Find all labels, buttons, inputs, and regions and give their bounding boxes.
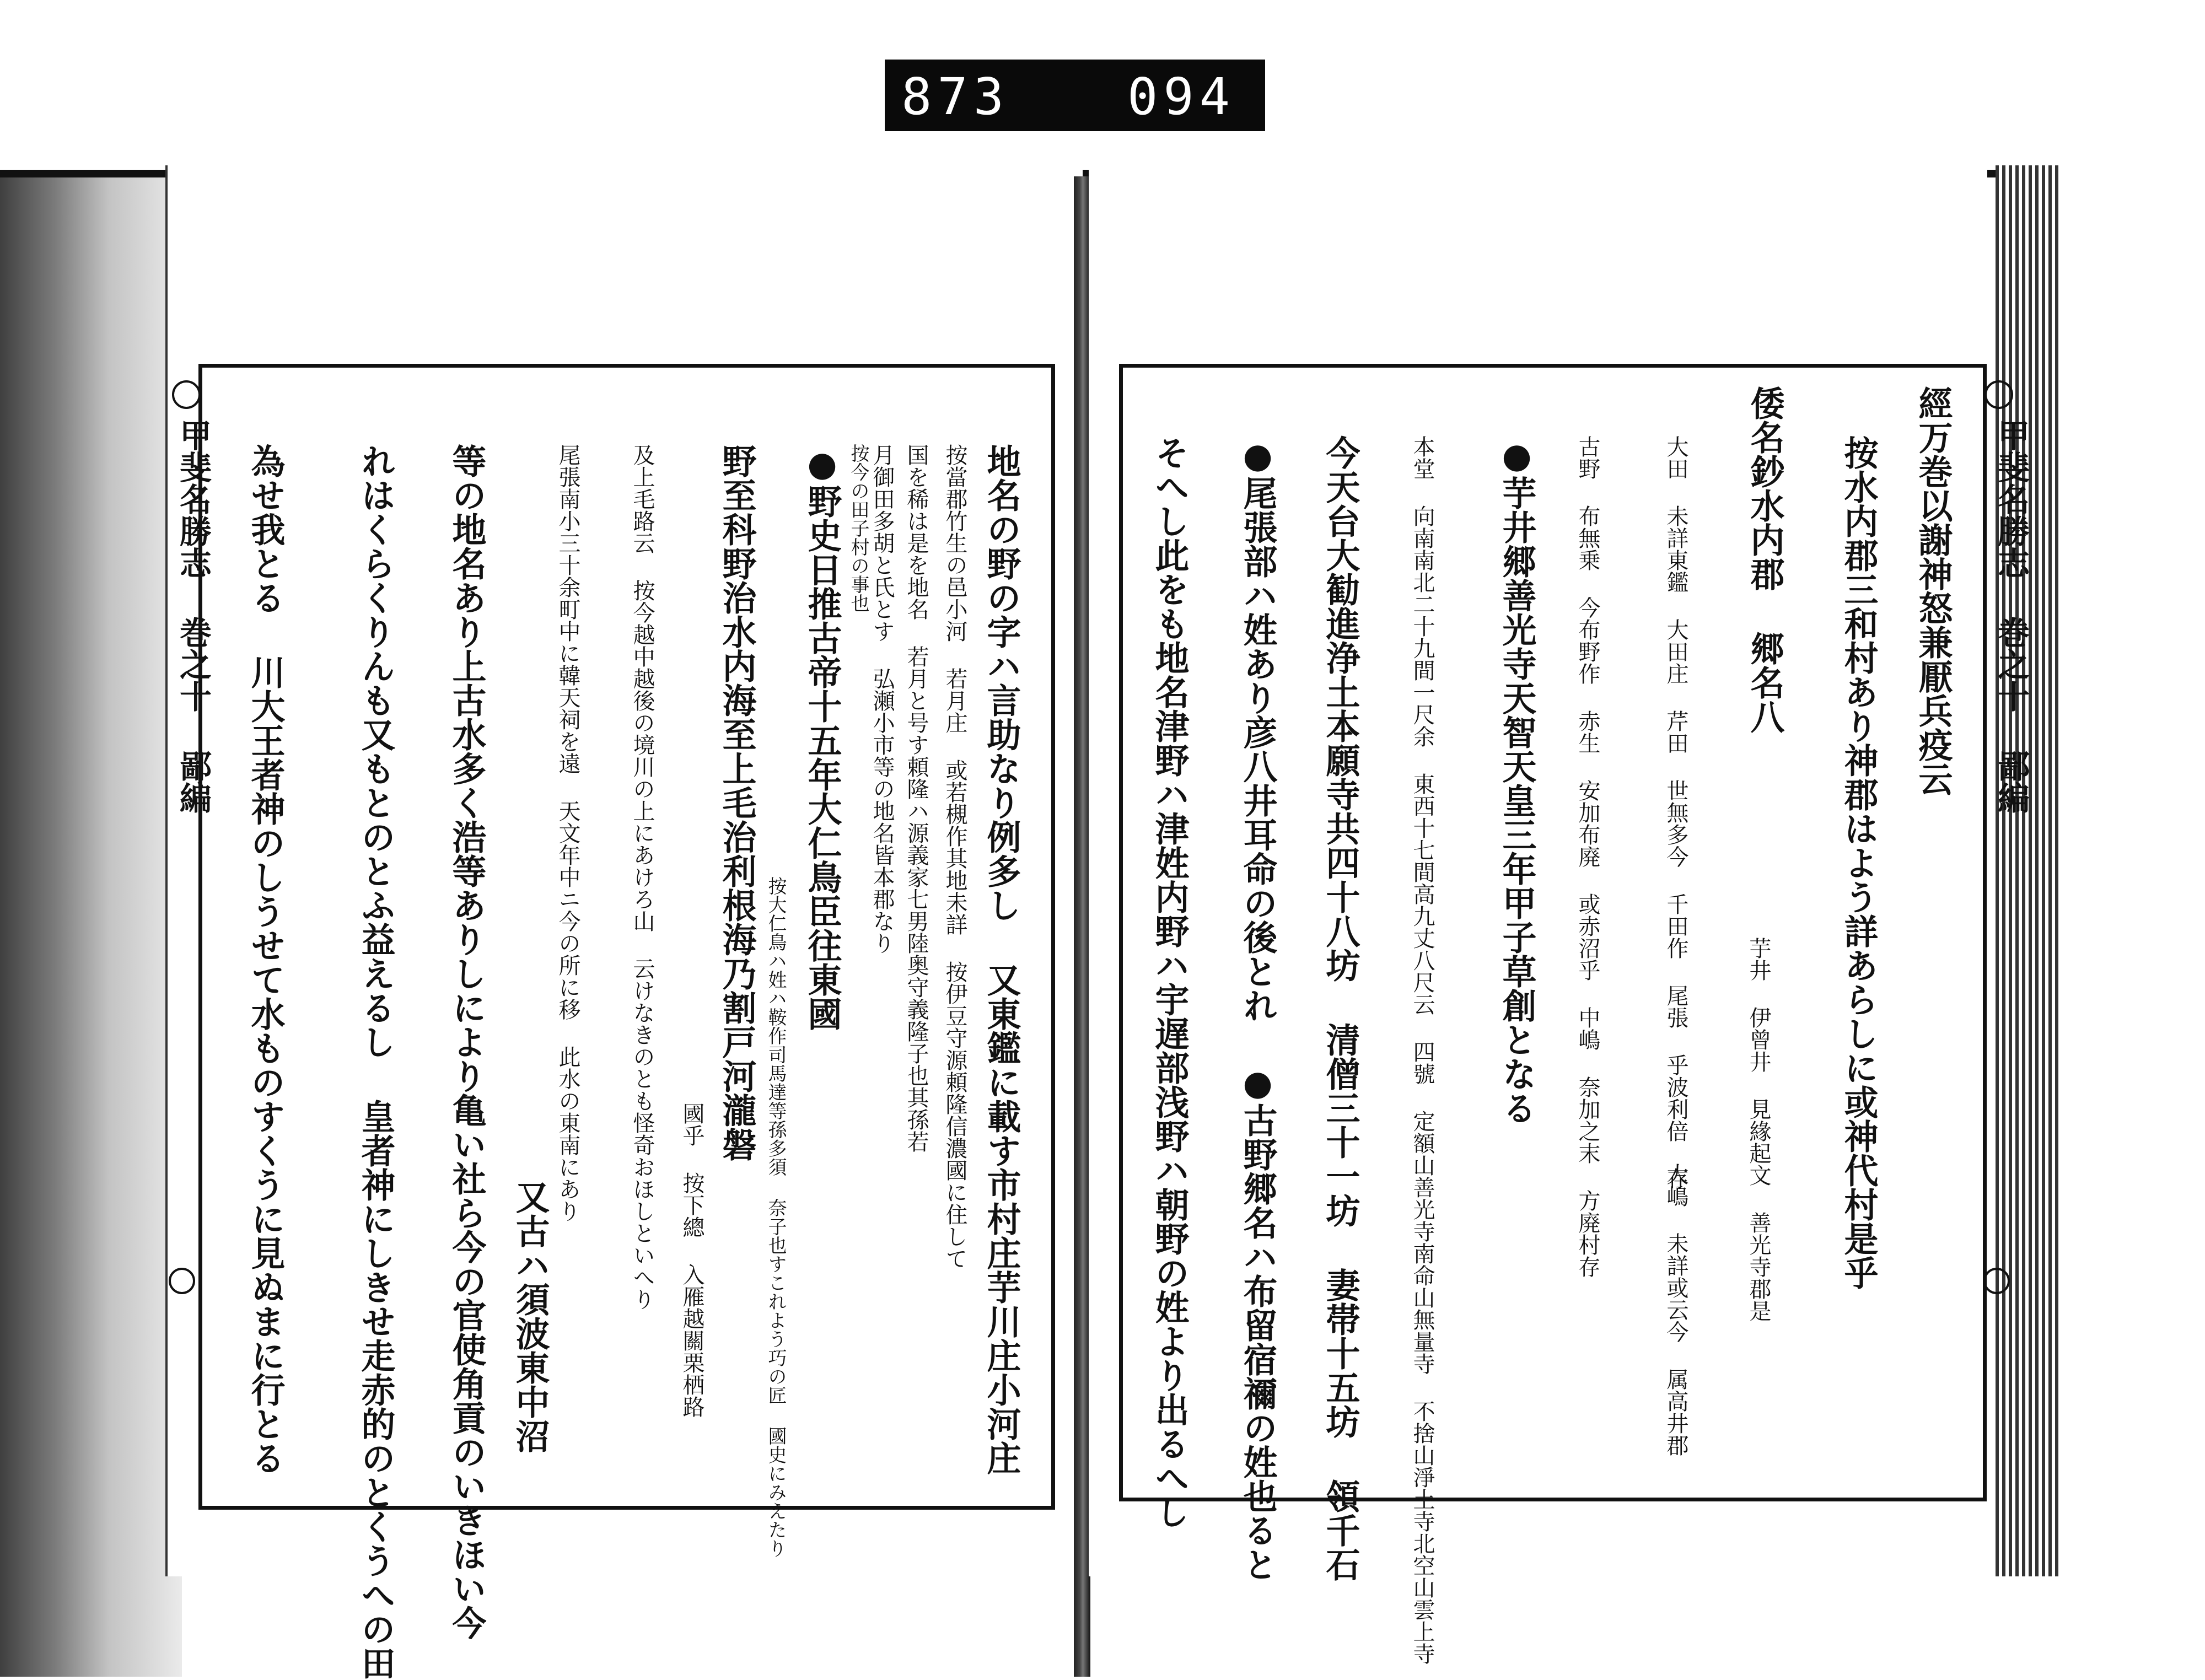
left-col-10: 及上毛路云 按今越中越後の境川の上にあけろ山 云けなきのとも怪奇おほしといへり (630, 444, 655, 1310)
left-col-4: 月御田多胡と氏とす 弘瀬小市等の地名皆本郡なり (869, 444, 895, 954)
right-margin-paper (2062, 165, 2205, 1576)
right-page-number-mark (1983, 1268, 2010, 1294)
right-col-5: 大田 未詳東鑑 大田庄 芹田 世無多今 千田作 尾張 乎波利倍 存 (1663, 435, 1688, 1189)
left-col-13: 等の地名あり上古水多く浩等ありしにより亀い社ら今の官使角貢のいきほい今 (447, 444, 487, 1640)
left-col-3: 国を稀は是を地名 若月と号す頼隆ハ源義家七男陸奥守義隆子也其孫若 (903, 444, 929, 1153)
left-col-15: 為せ我とる 川大王者神のしうせて水ものすくうに見ぬまに行とる (245, 444, 286, 1475)
right-col-2: 按水内郡三和村あり神郡はよう詳あらしに或神代村是乎 (1838, 435, 1879, 1290)
right-col-4: 芋井 伊曾井 見緣起文 善光寺郡是 (1746, 937, 1771, 1322)
left-col-8: 野至科野治水内海至上毛治利根海乃割戸河瀧磐 (717, 444, 757, 1161)
left-col-11: 尾張南小三十余町中に韓天祠を遠 天文年中ニ今の所に移 此水の東南にあり (555, 444, 580, 1222)
left-col-9: 國乎 按下總 入雁越關栗栖路 (679, 1102, 704, 1418)
reel-counter-right: 094 (1127, 67, 1236, 126)
left-col-14: れはくらくりんも又もとのとふ益えるし 皇者神にしきせ走赤的のとくうへの田 (356, 444, 396, 1680)
right-margin-circle (1984, 380, 2013, 409)
left-col-2: 按當郡竹生の邑小河 若月庄 或若槻作其地未詳 按伊豆守源頼隆信濃國に住して (942, 444, 967, 1269)
reel-counter-left: 873 (901, 67, 1010, 126)
left-scan-shadow (0, 177, 182, 1677)
left-col-12: 又古ハ須波東中沼 (510, 1180, 550, 1453)
right-col-11: ●尾張部ハ姓あり彦八井耳命の後とれ ●古野郷名ハ布留宿禰の姓也ると (1238, 435, 1278, 1581)
right-col-10: 今天台大勧進浄土本願寺共四十八坊 清僧三十一坊 妻帯十五坊 領千石 (1320, 435, 1360, 1581)
right-col-12: そへし此をも地名津野ハ津姓内野ハ宇遅部浅野ハ朝野の姓より出るへし (1149, 435, 1190, 1529)
left-margin-circle (172, 380, 201, 409)
left-col-6: ●野史日推古帝十五年大仁鳥臣往東國 (802, 444, 842, 1031)
reel-counter (885, 60, 1265, 131)
right-margin-title: 甲斐名勝志 巻之十 鄙編 (1992, 419, 2030, 814)
book-gutter (1074, 176, 1090, 1677)
left-page-number-mark (169, 1268, 195, 1294)
right-col-3: 倭名鈔水内郡 郷名八 (1745, 386, 1785, 734)
right-col-1: 經万巻以謝神怒兼厭兵疫云 (1913, 386, 1953, 796)
right-col-9: 本堂 向南南北二十九間一尺余 東西十七間高九丈八尺云 四號 定額山善光寺南命山無量寺 不捨山淨土寺北空山雲上寺 (1410, 435, 1435, 1665)
right-col-7: 大嶋 未詳或云今 属高井郡 (1663, 1163, 1688, 1456)
left-col-1: 地名の野の字ハ言助なり例多し 又東鑑に載す市村庄芋川庄小河庄 (981, 444, 1021, 1475)
left-col-7: 按大仁鳥ハ姓ハ鞍作司馬達等孫多須 奈子也すこれよう巧の匠 國史にみえたり (765, 876, 787, 1558)
left-col-5: 按今の田子村の事也 (847, 444, 869, 612)
right-col-6: 古野 布無乗 今布野作 赤生 安加布廃 或赤沼乎 中嶋 奈加之末 方廃村存 (1575, 435, 1600, 1278)
left-margin-title: 甲斐名勝志 巻之十 鄙編 (174, 419, 212, 814)
right-col-8: ●芋井郷善光寺天智天皇三年甲子草創となる (1497, 435, 1537, 1125)
